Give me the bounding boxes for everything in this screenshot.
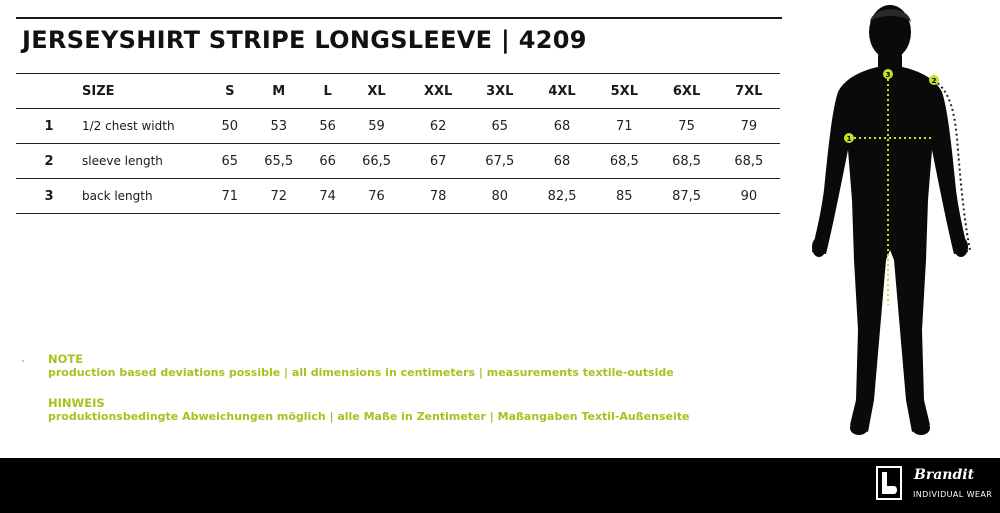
size-6xl: 6XL (672, 83, 701, 99)
cell-value: 68 (553, 153, 571, 169)
size-chart-table (16, 73, 780, 214)
marker-1-label: 1 (846, 135, 852, 143)
cell-value: 66 (319, 153, 336, 169)
hinweis-text: produktionsbedingte Abweichungen möglich | alle Maße in Zentimeter | Maßangaben Textil-Außenseite (48, 410, 690, 423)
cell-value: 76 (368, 188, 385, 204)
size-l: L (323, 83, 332, 99)
brand-tagline: INDIVIDUAL WEAR (913, 490, 993, 499)
row-number: 1 (44, 118, 54, 134)
header-empty (16, 74, 82, 109)
cell-value: 67,5 (485, 153, 515, 169)
marker-3 (883, 69, 893, 79)
notes-section (22, 352, 689, 424)
size-3xl: 3XL (486, 83, 514, 99)
row-label: sleeve length (82, 154, 163, 168)
size-m: M (272, 83, 286, 99)
row-number: 3 (44, 188, 54, 204)
cell-value: 87,5 (672, 188, 702, 204)
cell-value: 68,5 (734, 153, 764, 169)
table-row-chest (16, 109, 780, 144)
cell-value: 72 (270, 188, 287, 204)
cell-value: 82,5 (547, 188, 577, 204)
brand-logo-icon (876, 466, 902, 500)
cell-value: 65 (491, 118, 509, 134)
cell-value: 53 (270, 118, 287, 134)
size-5xl: 5XL (610, 83, 638, 99)
hinweis-heading: HINWEIS (48, 396, 105, 410)
brand-name: Brandit (914, 467, 975, 483)
size-4xl: 4XL (548, 83, 576, 99)
cell-value: 68,5 (672, 153, 702, 169)
note-text: production based deviations possible | all dimensions in centimeters | measurements textile-outside (48, 366, 674, 379)
cell-value: 65,5 (264, 153, 294, 169)
cell-value: 66,5 (362, 153, 392, 169)
cell-value: 68,5 (609, 153, 639, 169)
cell-value: 65 (221, 153, 239, 169)
table-row-sleeve (16, 144, 780, 179)
cell-value: 71 (616, 118, 633, 134)
cell-value: 50 (221, 118, 239, 134)
cell-value: 71 (221, 188, 239, 204)
cell-value: 62 (429, 118, 447, 134)
page-title: JERSEYSHIRT STRIPE LONGSLEEVE | 4209 (22, 26, 587, 54)
size-header: SIZE (82, 83, 115, 99)
cell-value: 79 (740, 118, 758, 134)
cell-value: 85 (616, 188, 633, 204)
marker-3-label: 3 (885, 71, 891, 79)
size-s: S (225, 83, 235, 99)
cell-value: 68 (553, 118, 571, 134)
size-xxl: XXL (423, 83, 453, 99)
note-heading: NOTE (48, 352, 84, 366)
table-row-back (16, 179, 780, 214)
size-xl: XL (367, 83, 386, 99)
cell-value: 67 (429, 153, 447, 169)
footer-bar (0, 458, 1000, 513)
cell-value: 75 (678, 118, 695, 134)
row-label: 1/2 chest width (82, 119, 175, 133)
marker-2-label: 2 (931, 77, 937, 85)
marker-1 (844, 133, 854, 143)
cell-value: 80 (491, 188, 509, 204)
cell-value: 59 (368, 118, 385, 134)
cell-value: 78 (429, 188, 447, 204)
row-label: back length (82, 189, 153, 203)
cell-value: 74 (319, 188, 336, 204)
top-rule (16, 17, 782, 19)
row-number: 2 (44, 153, 54, 169)
measurement-figure (800, 0, 1000, 458)
cell-value: 90 (740, 188, 758, 204)
cell-value: 56 (319, 118, 336, 134)
marker-2 (929, 75, 939, 85)
note-marker (22, 360, 24, 362)
size-7xl: 7XL (735, 83, 763, 99)
table-header-row (16, 74, 780, 109)
